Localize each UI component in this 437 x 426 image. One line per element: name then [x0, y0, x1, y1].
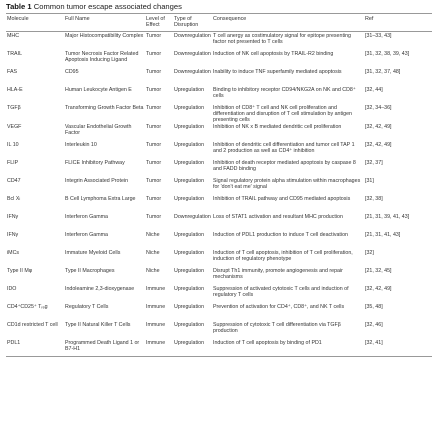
- cell-level-of-effect: Immune: [146, 303, 166, 310]
- cell-consequence: Prevention of activation for CD4⁺, CD8⁺, and NK T cells: [213, 303, 345, 310]
- cell-consequence: Inhibition of NK x B mediated dendritic cell proliferation: [213, 123, 342, 130]
- cell-level-of-effect: Immune: [145, 339, 173, 357]
- cell-ref: [32, 44]: [365, 86, 383, 93]
- cell-full-name: Interleukin 10: [65, 141, 97, 148]
- cell-molecule: Bcl Xₗ: [7, 195, 21, 202]
- col-header-level-of-effect: Level of Effect: [145, 14, 173, 32]
- cell-type-of-disruption: Upregulation: [174, 231, 205, 238]
- cell-ref: [32]: [365, 249, 374, 256]
- cell-ref: [31–33, 43]: [365, 33, 392, 39]
- cell-full-name: Vascular Endothelial Growth Factor: [65, 123, 132, 136]
- cell-level-of-effect: Tumor: [146, 177, 162, 184]
- cell-molecule: FAS: [7, 68, 18, 75]
- table-caption: [6, 2, 182, 11]
- cell-full-name: Interferon Gamma: [65, 231, 108, 238]
- cell-level-of-effect: Tumor: [146, 213, 162, 220]
- cell-level-of-effect: Tumor: [146, 50, 162, 57]
- table-header-row: [6, 14, 432, 32]
- cell-consequence: Suppression of activated cytotoxic T cells and induction of regulatory T cells: [213, 285, 349, 298]
- cell-type-of-disruption: Downregulation: [174, 68, 211, 75]
- cell-type-of-disruption: Upregulation: [174, 195, 205, 202]
- cell-consequence: Inability to induce TNF superfamily mediated apoptosis: [213, 68, 342, 75]
- cell-level-of-effect: Niche: [146, 267, 160, 274]
- cell-ref: [21, 32, 45]: [365, 267, 392, 274]
- table-row: [6, 68, 432, 86]
- cell-molecule: VEGF: [7, 123, 22, 130]
- table-row: [6, 339, 432, 357]
- table-row: [6, 267, 432, 285]
- cell-ref: [21, 31, 41, 43]: [365, 231, 401, 238]
- cell-molecule: Type II Mφ: [7, 267, 33, 274]
- cell-level-of-effect: Tumor: [146, 33, 162, 39]
- cell-molecule: HLA-E: [7, 86, 23, 93]
- cell-consequence: Inhibition of dendritic cell differentiation and tumor cell TAP 1 and 2 production as well as CD4⁺ inhibition: [213, 141, 355, 154]
- tumor-escape-table: [6, 13, 432, 357]
- cell-ref: [21, 31, 39, 41, 43]: [365, 213, 410, 220]
- cell-molecule: FLIP: [7, 159, 19, 166]
- cell-level-of-effect: Immune: [146, 321, 166, 328]
- cell-full-name: CD95: [65, 68, 79, 75]
- cell-molecule: IL 10: [7, 141, 19, 148]
- table-row: [6, 195, 432, 213]
- cell-ref: [32, 37]: [365, 159, 383, 166]
- cell-level-of-effect: Tumor: [146, 104, 162, 111]
- table-row: [6, 177, 432, 195]
- cell-type-of-disruption: Upregulation: [174, 285, 205, 292]
- col-header-ref: Ref: [364, 14, 432, 32]
- table-row: [6, 249, 432, 267]
- cell-ref: [32, 34–36]: [365, 104, 392, 111]
- cell-molecule: TRAIL: [7, 50, 23, 57]
- cell-full-name: Human Leukocyte Antigen E: [65, 86, 132, 93]
- cell-ref: [31]: [365, 177, 374, 184]
- cell-molecule: CD1d restricted T cell: [7, 321, 58, 328]
- cell-full-name: Indoleamine 2,3-dioxygenase: [65, 285, 135, 292]
- cell-molecule: iMCs: [7, 249, 20, 256]
- cell-ref: [31, 32, 38, 39, 43]: [365, 50, 410, 57]
- cell-consequence: Induction of PDL1 production to induce T cell deactivation: [213, 231, 348, 238]
- table-row: [6, 123, 432, 141]
- cell-consequence: Signal regulatory protein alpha stimulation within macrophages for 'don't eat me' signal: [213, 177, 361, 190]
- cell-consequence: Induction of NK cell apoptosis by TRAIL-R2 binding: [213, 50, 334, 57]
- cell-ref: [32, 38]: [365, 195, 383, 202]
- cell-molecule: TGFβ: [7, 104, 21, 111]
- cell-full-name: Programmed Death Ligand 1 or B7-H1: [64, 339, 145, 357]
- table-row: [6, 231, 432, 249]
- table-row: [6, 321, 432, 339]
- cell-molecule: IDO: [7, 285, 17, 292]
- cell-consequence: T cell anergy as costimulatory signal for epitope presenting factor not presented to T cells: [213, 33, 351, 45]
- cell-molecule: MHC: [7, 33, 20, 39]
- cell-consequence: Binding to inhibitory receptor CD94/NKG2A on NK and CD8⁺ cells: [213, 86, 356, 99]
- cell-level-of-effect: Tumor: [146, 141, 162, 148]
- table-row: [6, 285, 432, 303]
- cell-molecule: IFNγ: [7, 213, 19, 220]
- cell-molecule: IFNγ: [7, 231, 19, 238]
- cell-type-of-disruption: Upregulation: [174, 104, 205, 111]
- cell-type-of-disruption: Upregulation: [173, 339, 212, 357]
- cell-molecule: PDL1: [6, 339, 64, 357]
- cell-molecule: CD4⁺CD25⁺ Tᵣₑg: [7, 303, 48, 310]
- table-row: [6, 50, 432, 68]
- col-header-consequence: Consequence: [212, 14, 364, 32]
- col-header-type-of-disruption: Type of Disruption: [173, 14, 212, 32]
- cell-consequence: Induction of T cell apoptosis by binding of PD1: [212, 339, 364, 357]
- cell-level-of-effect: Immune: [146, 285, 166, 292]
- cell-level-of-effect: Niche: [146, 231, 160, 238]
- cell-full-name: Immature Myeloid Cells: [65, 249, 121, 256]
- table-label: Table 1: [6, 2, 32, 11]
- cell-consequence: Induction of T cell apoptosis, inhibition of T cell proliferation, induction of regulatory phenotype: [213, 249, 353, 262]
- col-header-full-name: Full Name: [64, 14, 145, 32]
- cell-type-of-disruption: Upregulation: [174, 249, 205, 256]
- cell-level-of-effect: Tumor: [146, 123, 162, 130]
- cell-level-of-effect: Tumor: [146, 68, 162, 75]
- col-header-molecule: Molecule: [6, 14, 64, 32]
- cell-full-name: FLICE Inhibitory Pathway: [65, 159, 125, 166]
- cell-type-of-disruption: Upregulation: [174, 303, 205, 310]
- table-row: [6, 303, 432, 321]
- table-row: [6, 86, 432, 104]
- cell-full-name: Integrin Associated Protein: [65, 177, 129, 184]
- cell-type-of-disruption: Upregulation: [174, 267, 205, 274]
- cell-ref: [32, 42, 49]: [365, 285, 392, 292]
- cell-full-name: Type II Natural Killer T Cells: [65, 321, 131, 328]
- cell-type-of-disruption: Downregulation: [174, 50, 211, 57]
- cell-type-of-disruption: Downregulation: [174, 33, 211, 39]
- cell-type-of-disruption: Upregulation: [174, 177, 205, 184]
- table-caption-text: Common tumor escape associated changes: [33, 2, 182, 11]
- cell-consequence: Loss of STAT1 activation and resultant MHC production: [213, 213, 343, 220]
- cell-consequence: Inhibition of CD8⁺ T cell and NK cell proliferation and differentiation and disruption of T cell stimulation by antigen presenting cells: [213, 104, 352, 123]
- cell-type-of-disruption: Upregulation: [174, 123, 205, 130]
- table-row: [6, 141, 432, 159]
- cell-consequence: Inhibition of death receptor mediated apoptosis by caspase 8 and FADD binding: [213, 159, 356, 172]
- cell-full-name: Tumor Necrosis Factor Related Apoptosis Inducing Ligand: [65, 50, 139, 63]
- cell-full-name: Interferon Gamma: [65, 213, 108, 220]
- cell-type-of-disruption: Upregulation: [174, 159, 205, 166]
- cell-type-of-disruption: Upregulation: [174, 321, 205, 328]
- cell-ref: [31, 32, 37, 48]: [365, 68, 401, 75]
- cell-ref: [32, 42, 49]: [365, 123, 392, 130]
- cell-ref: [32, 46]: [365, 321, 383, 328]
- cell-type-of-disruption: Upregulation: [174, 141, 205, 148]
- cell-molecule: CD47: [7, 177, 21, 184]
- cell-level-of-effect: Tumor: [146, 159, 162, 166]
- cell-ref: [32, 41]: [364, 339, 432, 357]
- table-row: [6, 32, 432, 50]
- table-row: [6, 104, 432, 123]
- cell-ref: [32, 42, 49]: [365, 141, 392, 148]
- cell-full-name: Type II Macrophages: [65, 267, 115, 274]
- table-body: [6, 32, 432, 357]
- cell-consequence: Suppression of cytotoxic T cell differentiation via TGFβ production: [213, 321, 341, 334]
- cell-type-of-disruption: Downregulation: [174, 213, 211, 220]
- table-row: [6, 159, 432, 177]
- cell-type-of-disruption: Upregulation: [174, 86, 205, 93]
- cell-level-of-effect: Tumor: [146, 195, 162, 202]
- cell-full-name: Transforming Growth Factor Beta: [65, 104, 144, 111]
- cell-full-name: Major Histocompatibility Complex: [65, 33, 144, 39]
- cell-consequence: Inhibition of TRAIL pathway and CD95 mediated apoptosis: [213, 195, 351, 202]
- cell-level-of-effect: Tumor: [146, 86, 162, 93]
- cell-full-name: Regulatory T Cells: [65, 303, 109, 310]
- cell-full-name: B Cell Lymphoma Extra Large: [65, 195, 136, 202]
- cell-level-of-effect: Niche: [146, 249, 160, 256]
- cell-ref: [35, 48]: [365, 303, 383, 310]
- table-row: [6, 213, 432, 231]
- cell-consequence: Disrupt Th1 immunity, promote angiogenesis and repair mechanisms: [213, 267, 343, 280]
